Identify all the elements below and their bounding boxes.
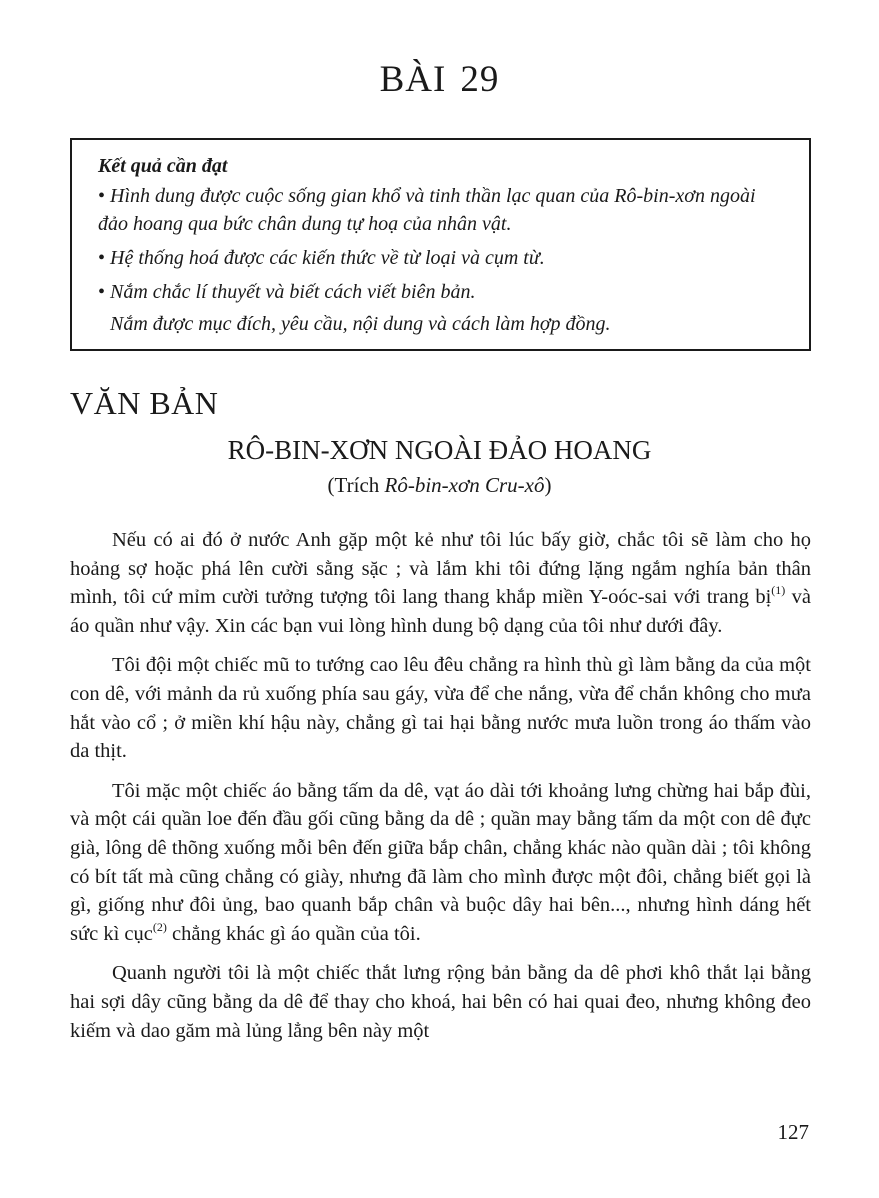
bullet-icon: • <box>98 281 106 303</box>
lesson-title <box>0 56 879 104</box>
objectives-heading: Kết quả cần đạt <box>98 155 228 177</box>
paragraph-text: Nếu có ai đó ở nước Anh gặp một kẻ như tôi lúc bấy giờ, chắc tôi sẽ làm cho họ hoảng sợ hoặc phá lên cười sằng sặc ; và lắm khi tôi đứng lặng ngắm nghía bản thân mình, tôi cứ mỉm cười tưởng tượng tôi lang thang khắp miền Y-oóc-sai với trang bị <box>70 529 811 609</box>
paragraph <box>70 777 811 949</box>
objective-item <box>98 278 783 306</box>
paragraph: Tôi đội một chiếc mũ to tướng cao lêu đêu chẳng ra hình thù gì làm bằng da của một con dê, với mảnh da rủ xuống phía sau gáy, vừa để che nắng, vừa để chắn không cho mưa hắt vào cổ ; ở miền khí hậu này, chẳng gì tai hại bằng nước mưa luồn trong áo thấm vào da thịt. <box>70 654 811 763</box>
story-title: RÔ-BIN-XƠN NGOÀI ĐẢO HOANG <box>227 435 652 465</box>
objective-text: Nắm chắc lí thuyết và biết cách viết biên bản. <box>110 281 476 303</box>
objective-text: Hệ thống hoá được các kiến thức về từ loại và cụm từ. <box>110 247 545 269</box>
bullet-icon: • <box>98 247 106 269</box>
source-prefix: (Trích <box>327 473 385 497</box>
source-suffix: ) <box>544 473 552 497</box>
paragraph-text: chẳng khác gì áo quần của tôi. <box>166 922 421 945</box>
paragraph-text: và áo quần như vậy. Xin các bạn vui lòng hình dung bộ dạng của tôi như dưới đây. <box>70 586 811 637</box>
bullet-icon: • <box>98 185 106 207</box>
section-heading: VĂN BẢN <box>70 385 219 421</box>
lesson-number: 29 <box>460 59 500 100</box>
footnote-marker: (1) <box>771 583 786 598</box>
objectives-box <box>70 138 811 351</box>
objective-item <box>98 182 783 238</box>
objective-continuation: Nắm được mục đích, yêu cầu, nội dung và cách làm hợp đồng. <box>110 313 611 335</box>
objective-item <box>98 244 783 272</box>
story-source <box>0 470 879 500</box>
paragraph <box>70 526 811 640</box>
story-body <box>70 526 811 1056</box>
objective-text: Hình dung được cuộc sống gian khổ và tinh thần lạc quan của Rô-bin-xơn ngoài đảo hoang qua bức chân dung tự hoạ của nhân vật. <box>98 185 756 235</box>
paragraph: Quanh người tôi là một chiếc thắt lưng rộng bản bằng da dê phơi khô thắt lại bằng hai sợi dây cũng bằng da dê để thay cho khoá, hai bên có hai quai đeo, nhưng không đeo kiếm và dao găm mà lủng lẳng bên này một <box>70 962 811 1042</box>
page-number: 127 <box>777 1120 809 1144</box>
footnote-marker: (2) <box>152 919 167 934</box>
lesson-label: BÀI <box>379 59 447 100</box>
paragraph-text: Tôi mặc một chiếc áo bằng tấm da dê, vạt áo dài tới khoảng lưng chừng hai bắp đùi, và một cái quần loe đến đầu gối cũng bằng da dê ; quần may bằng tấm da một con dê đực già, lông dê thõng xuống mỗi bên đến giữa bắp chân, chẳng khác nào quần dài ; tôi không có bít tất mà cũng chẳng có giày, nhưng đã làm cho mình được một đôi, chẳng biết gọi là gì, giống như đôi ủng, bao quanh bắp chân và buộc dây hai bên..., nhưng hình dáng hết sức kì cục <box>70 779 811 945</box>
source-work: Rô-bin-xơn Cru-xô <box>384 473 545 497</box>
